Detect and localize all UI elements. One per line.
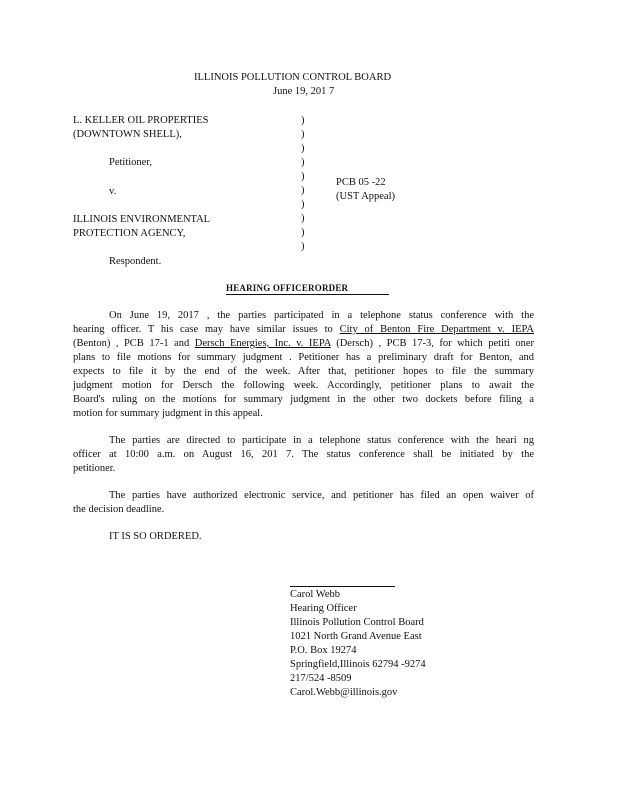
petitioner-role: Petitioner, (109, 157, 153, 168)
agency-heading: ILLINOIS POLLUTION CONTROL BOARD (194, 72, 392, 83)
so-ordered: IT IS SO ORDERED. (109, 531, 202, 542)
case-citation-dersch: Dersch Energies, Inc. v. IEPA (194, 338, 331, 349)
signer-city: Springfield,Illinois 62794 -9274 (290, 659, 426, 670)
respondent-role: Respondent. (109, 256, 162, 267)
p2-line: The parties are directed to participate in a telephone status conference with the heari ng (109, 435, 534, 446)
p1-line: On June 19, 2017 , the parties participated in a telephone status conference with the (109, 310, 534, 321)
signer-org: Illinois Pollution Control Board (290, 617, 424, 628)
case-type: (UST Appeal) (336, 191, 396, 202)
signature-line (290, 586, 395, 587)
signer-pobox: P.O. Box 19274 (290, 645, 357, 656)
p1-line: motion for summary judgment in this appeal. (73, 408, 263, 419)
order-date: June 19, 201 7 (273, 86, 335, 97)
versus: v. (109, 186, 117, 197)
p1-line: Board's ruling on the motions for summary judgment in the other two dockets before filing a (73, 394, 534, 405)
paragraph-status-conference (73, 309, 534, 421)
p1-line: plans to file motions for summary judgment . Petitioner has a preliminary draft for Benton, and (73, 352, 534, 363)
paragraph-directive (73, 434, 534, 476)
p3-line: the decision deadline. (73, 504, 165, 515)
paren: ) (301, 185, 305, 196)
paren: ) (301, 213, 305, 224)
paren: ) (301, 199, 305, 210)
paren: ) (301, 157, 305, 168)
paren: ) (301, 129, 305, 140)
case-caption (73, 114, 210, 269)
respondent-name-cont: PROTECTION AGENCY, (73, 228, 186, 239)
petitioner-name-cont: (DOWNTOWN SHELL), (73, 129, 182, 140)
respondent-name: ILLINOIS ENVIRONMENTAL (73, 214, 211, 225)
p1-line: (Dersch) , PCB 17-3, for which petiti oner (330, 338, 535, 349)
paren: ) (301, 171, 305, 182)
paren: ) (301, 143, 305, 154)
signer-name: Carol Webb (290, 589, 340, 600)
caption-bracket (301, 114, 305, 254)
case-citation-benton: City of Benton Fire Department v. IEPA (339, 324, 534, 335)
order-title-underline (226, 294, 389, 295)
order-title: HEARING OFFICERORDER (226, 283, 349, 293)
signer-email[interactable]: Carol.Webb@illinois.gov (290, 687, 398, 698)
paragraph-service (73, 489, 534, 517)
p1-line: expects to file it by the end of the week. After that, petitioner hopes to file the summary (73, 366, 534, 377)
p3-line: The parties have authorized electronic service, and petitioner has filed an open waiver of (109, 490, 534, 501)
signer-phone: 217/524 -8509 (290, 673, 352, 684)
paren: ) (301, 227, 305, 238)
p2-line: petitioner. (73, 463, 116, 474)
paren: ) (301, 115, 305, 126)
petitioner-name: L. KELLER OIL PROPERTIES (73, 115, 209, 126)
case-number: PCB 05 -22 (336, 177, 386, 188)
signature-block (290, 588, 426, 700)
p1-line: hearing officer. T his case may have similar issues to (73, 324, 340, 335)
signer-title: Hearing Officer (290, 603, 357, 614)
p1-line: judgment motion for Dersch the following week. Accordingly, petitioner plans to await the (73, 380, 534, 391)
p2-line: officer at 10:00 a.m. on August 16, 201 7. The status conference shall be initiated by the (73, 449, 534, 460)
p1-line: (Benton) , PCB 17-1 and (73, 338, 195, 349)
paren: ) (301, 241, 305, 252)
signer-address: 1021 North Grand Avenue East (290, 631, 422, 642)
